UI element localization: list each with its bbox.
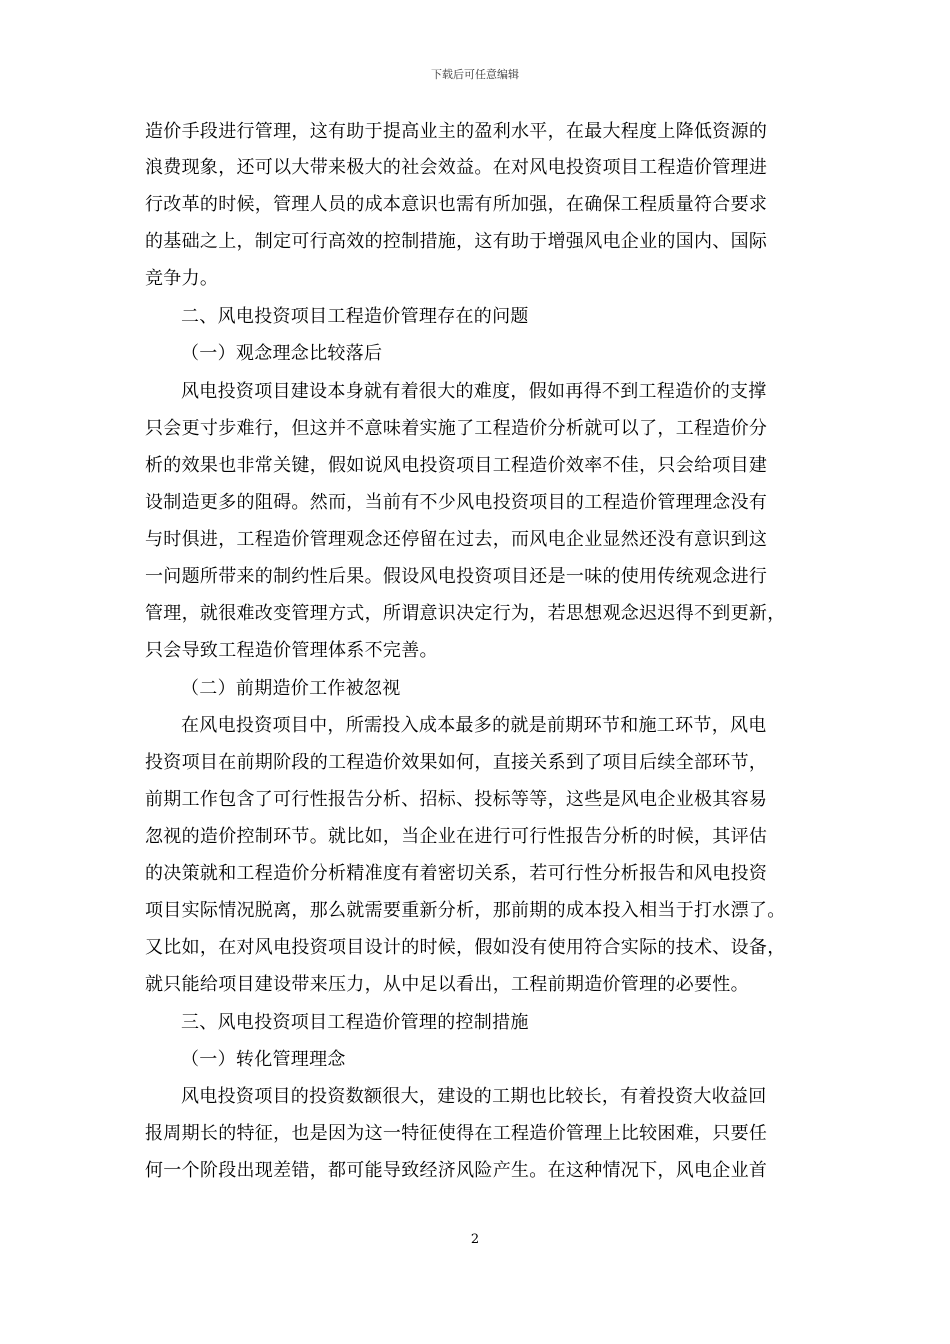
- text-line: 的决策就和工程造价分析精准度有着密切关系，若可行性分析报告和风电投资: [145, 863, 768, 884]
- text-line: 析的效果也非常关键，假如说风电投资项目工程造价效率不佳，只会给项目建: [145, 455, 768, 476]
- text-line: 风电投资项目的投资数额很大，建设的工期也比较长，有着投资大收益回: [181, 1086, 767, 1107]
- text-line: 就只能给项目建设带来压力，从中足以看出，工程前期造价管理的必要性。: [145, 974, 749, 995]
- text-line: 前期工作包含了可行性报告分析、招标、投标等等，这些是风电企业极其容易: [145, 789, 768, 810]
- text-line: 项目实际情况脱离，那么就需要重新分析，那前期的成本投入相当于打水漂了。: [145, 900, 786, 921]
- text-line: 风电投资项目建设本身就有着很大的难度，假如再得不到工程造价的支撑: [181, 381, 767, 402]
- subsection-heading: （二）前期造价工作被忽视: [181, 678, 401, 699]
- text-line: 浪费现象，还可以大带来极大的社会效益。在对风电投资项目工程造价管理进: [145, 157, 768, 178]
- text-line: 竞争力。: [145, 268, 219, 289]
- text-line: 在风电投资项目中，所需投入成本最多的就是前期环节和施工环节，风电: [181, 715, 767, 736]
- text-line: 管理，就很难改变管理方式，所谓意识决定行为，若思想观念迟迟得不到更新，: [145, 603, 786, 624]
- subsection-heading: （一）观念理念比较落后: [181, 343, 383, 364]
- text-line: 投资项目在前期阶段的工程造价效果如何，直接关系到了项目后续全部环节，: [145, 752, 768, 773]
- page-header: 下载后可任意编辑: [431, 68, 519, 81]
- text-line: 设制造更多的阻碍。然而，当前有不少风电投资项目的工程造价管理理念没有: [145, 492, 768, 513]
- text-line: 与时俱进，工程造价管理观念还停留在过去，而风电企业显然还没有意识到这: [145, 529, 768, 550]
- section-heading: 三、风电投资项目工程造价管理的控制措施: [181, 1012, 529, 1033]
- text-line: 的基础之上，制定可行高效的控制措施，这有助于增强风电企业的国内、国际: [145, 231, 768, 252]
- text-line: 又比如，在对风电投资项目设计的时候，假如没有使用符合实际的技术、设备，: [145, 937, 786, 958]
- text-line: 一问题所带来的制约性后果。假设风电投资项目还是一味的使用传统观念进行: [145, 566, 768, 587]
- text-line: 只会更寸步难行，但这并不意味着实施了工程造价分析就可以了，工程造价分: [145, 418, 768, 439]
- text-line: 造价手段进行管理，这有助于提高业主的盈利水平，在最大程度上降低资源的: [145, 121, 768, 142]
- text-line: 行改革的时候，管理人员的成本意识也需有所加强，在确保工程质量符合要求: [145, 194, 768, 215]
- text-line: 忽视的造价控制环节。就比如，当企业在进行可行性报告分析的时候，其评估: [145, 826, 768, 847]
- subsection-heading: （一）转化管理理念: [181, 1049, 346, 1070]
- text-line: 报周期长的特征，也是因为这一特征使得在工程造价管理上比较困难，只要任: [145, 1123, 768, 1144]
- page-number: 2: [470, 1232, 480, 1247]
- text-line: 只会导致工程造价管理体系不完善。: [145, 640, 438, 661]
- text-line: 何一个阶段出现差错，都可能导致经济风险产生。在这种情况下，风电企业首: [145, 1160, 768, 1181]
- section-heading: 二、风电投资项目工程造价管理存在的问题: [181, 306, 529, 327]
